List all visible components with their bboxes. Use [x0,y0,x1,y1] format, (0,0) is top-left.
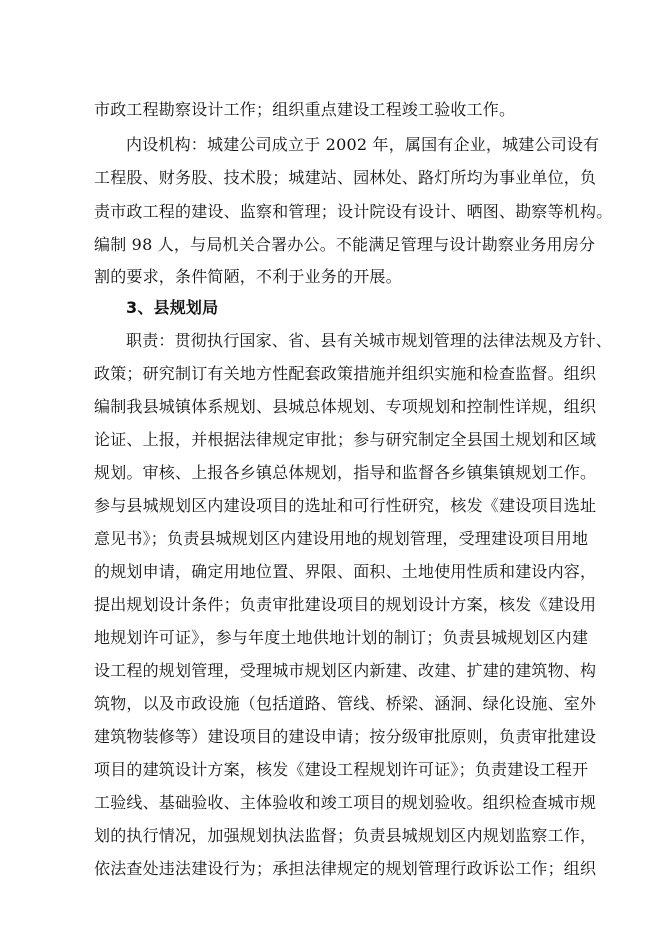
text-line: 的规划申请，确定用地位置、界限、面积、土地使用性质和建设内容， [94,562,597,581]
text-line: 意见书》；负责县城规划区内建设用地的规划管理，受理建设项目用地 [94,529,589,548]
text-line: 论证、上报，并根据法律规定审批；参与研究制定全县国土规划和区域 [94,430,597,449]
text-line: 依法查处违法建设行为；承担法律规定的规划管理行政诉讼工作；组织 [94,859,597,878]
section-heading: 3、县规划局 [126,298,219,317]
text-line: 设工程的规划管理，受理城市规划区内新建、改建、扩建的建筑物、构 [94,661,597,680]
text-line: 规划。审核、上报各乡镇总体规划，指导和监督各乡镇集镇规划工作。 [94,463,597,482]
text-line: 提出规划设计条件；负责审批建设项目的规划设计方案，核发《建设用 [94,595,597,614]
text-line: 划的执行情况，加强规划执法监督；负责县城规划区内规划监察工作， [94,826,597,845]
text-line: 筑物，以及市政设施（包括道路、管线、桥梁、涵洞、绿化设施、室外 [94,694,597,713]
text-line: 职责：贯彻执行国家、省、县有关城市规划管理的法律法规及方针、 [126,331,613,350]
text-line: 内设机构：城建公司成立于 2002 年，属国有企业，城建公司设有 [126,135,600,154]
text-line: 工验线、基础验收、主体验收和竣工项目的规划验收。组织检查城市规 [94,793,597,812]
text-line: 地规划许可证》，参与年度土地供地计划的制订；负责县城规划区内建 [94,628,589,647]
text-line: 责市政工程的建设、监察和管理；设计院设有设计、晒图、勘察等机构。 [94,202,613,221]
text-line: 编制我县城镇体系规划、县城总体规划、专项规划和控制性详规，组织 [94,397,597,416]
text-line: 市政工程勘察设计工作；组织重点建设工程竣工验收工作。 [94,100,516,119]
text-line: 项目的建筑设计方案，核发《建设工程规划许可证》；负责建设工程开 [94,760,589,779]
text-line: 工程股、财务股、技术股；城建站、园林处、路灯所均为事业单位，负 [94,168,597,187]
text-line: 政策；研究制订有关地方性配套政策措施并组织实施和检查监督。组织 [94,364,597,383]
text-line: 割的要求，条件简陋，不利于业务的开展。 [94,267,402,286]
text-line: 建筑物装修等）建设项目的建设申请；按分级审批原则，负责审批建设 [94,727,597,746]
text-line: 编制 98 人，与局机关合署办公。不能满足管理与设计勘察业务用房分 [94,235,596,254]
text-line: 参与县城规划区内建设项目的选址和可行性研究，核发《建设项目选址 [94,496,597,515]
